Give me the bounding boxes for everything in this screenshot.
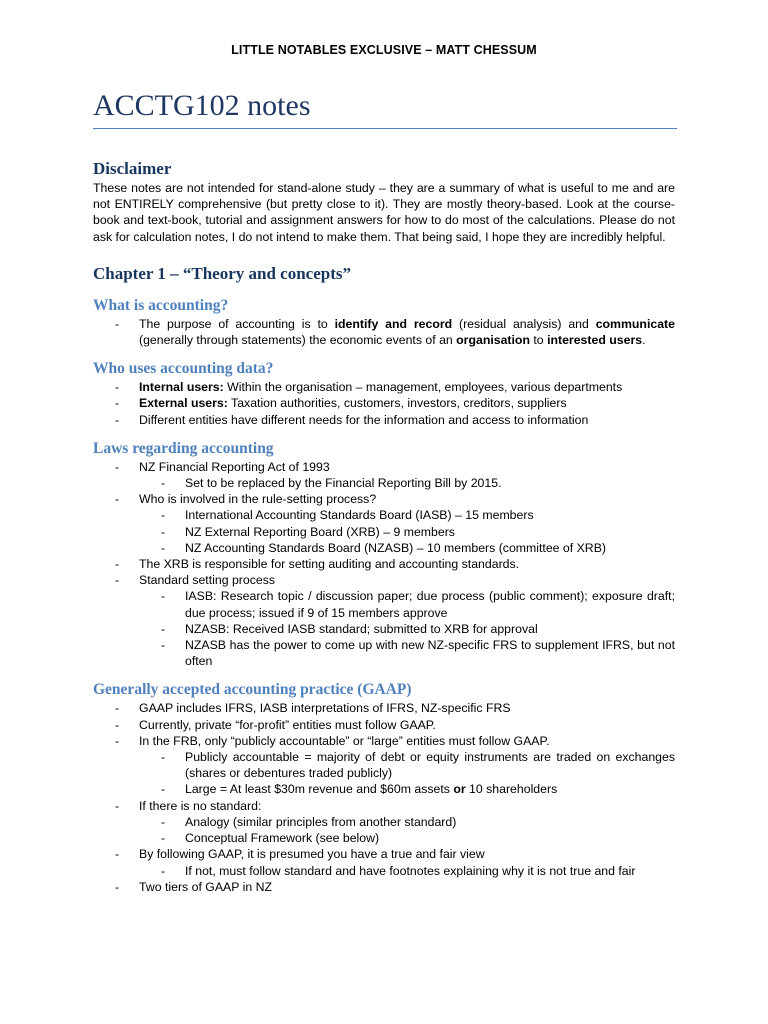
list-item: - The purpose of accounting is to identify and record (residual analysis) and communicate (generally through statements) the economic events of an organisation to interested users.	[93, 316, 675, 348]
list-item: - GAAP includes IFRS, IASB interpretations of IFRS, NZ-specific FRS	[93, 700, 675, 716]
who-uses-heading: Who uses accounting data?	[93, 360, 274, 378]
list-item: - External users: Taxation authorities, customers, investors, creditors, suppliers	[93, 395, 675, 411]
list-item: - In the FRB, only “publicly accountable” or “large” entities must follow GAAP.	[93, 733, 675, 749]
list-item: - Currently, private “for-profit” entities must follow GAAP.	[93, 717, 675, 733]
laws-list	[93, 459, 675, 670]
page-title: ACCTG102 notes	[93, 89, 311, 122]
list-item: - NZ External Reporting Board (XRB) – 9 members	[93, 524, 675, 540]
chapter-heading: Chapter 1 – “Theory and concepts”	[93, 263, 351, 283]
list-item: - Different entities have different needs for the information and access to information	[93, 412, 675, 428]
list-item: - NZASB: Received IASB standard; submitted to XRB for approval	[93, 621, 675, 637]
list-item: - Large = At least $30m revenue and $60m assets or 10 shareholders	[93, 781, 675, 797]
who-uses-list	[93, 379, 675, 428]
gaap-list	[93, 700, 675, 894]
list-item: - Internal users: Within the organisation – management, employees, various departments	[93, 379, 675, 395]
document-body	[93, 158, 675, 895]
list-item: - NZASB has the power to come up with new NZ-specific FRS to supplement IFRS, but not often	[93, 637, 675, 669]
list-item: - IASB: Research topic / discussion paper; due process (public comment); exposure draft; due process; issued if 9 of 15 members approve	[93, 588, 675, 620]
list-item: - Publicly accountable = majority of debt or equity instruments are traded on exchanges (shares or debentures traded publicly)	[93, 749, 675, 781]
list-item: - International Accounting Standards Board (IASB) – 15 members	[93, 507, 675, 523]
list-item: - Analogy (similar principles from another standard)	[93, 814, 675, 830]
page-header: LITTLE NOTABLES EXCLUSIVE – MATT CHESSUM	[231, 43, 537, 57]
list-item: - NZ Accounting Standards Board (NZASB) – 10 members (committee of XRB)	[93, 540, 675, 556]
list-item: - Standard setting process	[93, 572, 675, 588]
list-item: - If there is no standard:	[93, 798, 675, 814]
disclaimer-text: These notes are not intended for stand-alone study – they are a summary of what is useful to me and are not ENTIRELY comprehensive (but pretty close to it). They are mostly theory-based. Look at the course-book and text-book, tutorial and assignment answers for how to do most of the calculations. Please do not ask for calculation notes, I do not intend to make them. That being said, I hope they are incredibly helpful.	[93, 181, 675, 244]
list-item: - NZ Financial Reporting Act of 1993	[93, 459, 675, 475]
gaap-heading: Generally accepted accounting practice (GAAP)	[93, 681, 412, 699]
list-item: - Who is involved in the rule-setting process?	[93, 491, 675, 507]
list-item: - The XRB is responsible for setting auditing and accounting standards.	[93, 556, 675, 572]
list-item: - By following GAAP, it is presumed you have a true and fair view	[93, 846, 675, 862]
what-is-accounting-list	[93, 316, 675, 348]
list-item: - If not, must follow standard and have footnotes explaining why it is not true and fair	[93, 863, 675, 879]
list-item: - Two tiers of GAAP in NZ	[93, 879, 675, 895]
disclaimer-heading: Disclaimer	[93, 159, 172, 178]
list-item: - Conceptual Framework (see below)	[93, 830, 675, 846]
title-underline	[93, 128, 677, 129]
laws-heading: Laws regarding accounting	[93, 439, 274, 457]
what-is-accounting-heading: What is accounting?	[93, 296, 229, 314]
list-item: - Set to be replaced by the Financial Reporting Bill by 2015.	[93, 475, 675, 491]
